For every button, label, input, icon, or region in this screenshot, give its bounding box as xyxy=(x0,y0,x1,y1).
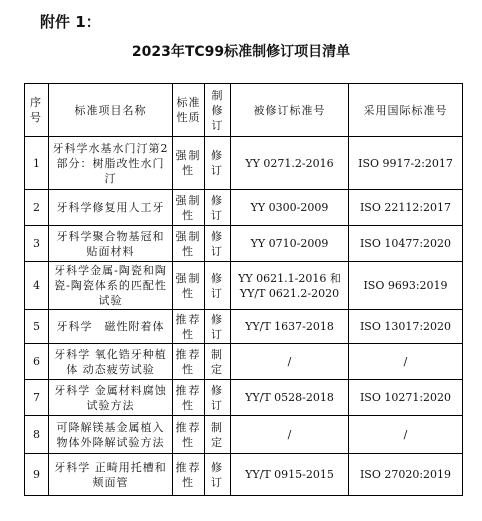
cell-revised: YY 0710-2009 xyxy=(231,226,349,262)
cell-intl: / xyxy=(349,416,463,454)
cell-name: 牙科学 氧化锆牙种植体 动态疲劳试验 xyxy=(49,344,173,380)
cell-revised: YY/T 0528-2018 xyxy=(231,380,349,416)
cell-intl: ISO 9693:2019 xyxy=(349,262,463,310)
cell-type: 修订 xyxy=(205,310,231,344)
header-revised: 被修订标准号 xyxy=(231,84,349,137)
cell-type: 修订 xyxy=(205,262,231,310)
cell-type: 修订 xyxy=(205,226,231,262)
cell-revised: YY 0271.2-2016 xyxy=(231,137,349,190)
cell-nature: 推荐性 xyxy=(173,454,205,496)
cell-nature: 推荐性 xyxy=(173,416,205,454)
cell-name: 牙科学 磁性附着体 xyxy=(49,310,173,344)
cell-revised: / xyxy=(231,416,349,454)
cell-type: 修订 xyxy=(205,380,231,416)
header-intl: 采用国际标准号 xyxy=(349,84,463,137)
cell-nature: 强制性 xyxy=(173,262,205,310)
attachment-label: 附件 1： xyxy=(40,13,101,31)
table-row xyxy=(25,226,463,262)
cell-name: 可降解镁基金属植入物体外降解试验方法 xyxy=(49,416,173,454)
header-seq: 序号 xyxy=(25,84,49,137)
cell-type: 制定 xyxy=(205,344,231,380)
page-title: 2023年TC99标准制修订项目清单 xyxy=(131,44,351,60)
cell-seq: 3 xyxy=(25,226,49,262)
cell-intl: / xyxy=(349,344,463,380)
cell-seq: 8 xyxy=(25,416,49,454)
cell-intl: ISO 22112:2017 xyxy=(349,190,463,226)
cell-nature: 强制性 xyxy=(173,137,205,190)
header-name: 标准项目名称 xyxy=(49,84,173,137)
cell-name: 牙科学金属-陶瓷和陶瓷-陶瓷体系的匹配性试验 xyxy=(49,262,173,310)
cell-revised: / xyxy=(231,344,349,380)
table-row xyxy=(25,344,463,380)
table-row xyxy=(25,190,463,226)
cell-name: 牙科学水基水门汀第2部分：树脂改性水门汀 xyxy=(49,137,173,190)
table-row xyxy=(25,454,463,496)
cell-nature: 强制性 xyxy=(173,226,205,262)
header-nature: 标准性质 xyxy=(173,84,205,137)
header-type: 制修订 xyxy=(205,84,231,137)
table-row xyxy=(25,380,463,416)
cell-intl: ISO 27020:2019 xyxy=(349,454,463,496)
cell-seq: 4 xyxy=(25,262,49,310)
cell-type: 修订 xyxy=(205,190,231,226)
cell-seq: 7 xyxy=(25,380,49,416)
cell-intl: ISO 13017:2020 xyxy=(349,310,463,344)
cell-type: 修订 xyxy=(205,137,231,190)
cell-name: 牙科学 金属材料腐蚀试验方法 xyxy=(49,380,173,416)
cell-revised: YY 0621.1-2016 和 YY/T 0621.2-2020 xyxy=(231,262,349,310)
cell-name: 牙科学 正畸用托槽和颊面管 xyxy=(49,454,173,496)
cell-seq: 9 xyxy=(25,454,49,496)
cell-nature: 强制性 xyxy=(173,190,205,226)
table-row xyxy=(25,137,463,190)
cell-name: 牙科学修复用人工牙 xyxy=(49,190,173,226)
table-body xyxy=(25,137,463,496)
cell-intl: ISO 9917-2:2017 xyxy=(349,137,463,190)
table-header-row xyxy=(25,84,463,137)
cell-nature: 推荐性 xyxy=(173,310,205,344)
cell-name: 牙科学聚合物基冠和贴面材料 xyxy=(49,226,173,262)
table-row xyxy=(25,262,463,310)
cell-seq: 5 xyxy=(25,310,49,344)
cell-intl: ISO 10477:2020 xyxy=(349,226,463,262)
cell-intl: ISO 10271:2020 xyxy=(349,380,463,416)
cell-revised: YY/T 0915-2015 xyxy=(231,454,349,496)
standards-table xyxy=(24,83,463,496)
cell-revised: YY 0300-2009 xyxy=(231,190,349,226)
cell-seq: 6 xyxy=(25,344,49,380)
cell-type: 制定 xyxy=(205,416,231,454)
cell-revised: YY/T 1637-2018 xyxy=(231,310,349,344)
cell-type: 修订 xyxy=(205,454,231,496)
table-row xyxy=(25,310,463,344)
cell-seq: 2 xyxy=(25,190,49,226)
cell-nature: 推荐性 xyxy=(173,344,205,380)
cell-nature: 推荐性 xyxy=(173,380,205,416)
cell-seq: 1 xyxy=(25,137,49,190)
table-row xyxy=(25,416,463,454)
